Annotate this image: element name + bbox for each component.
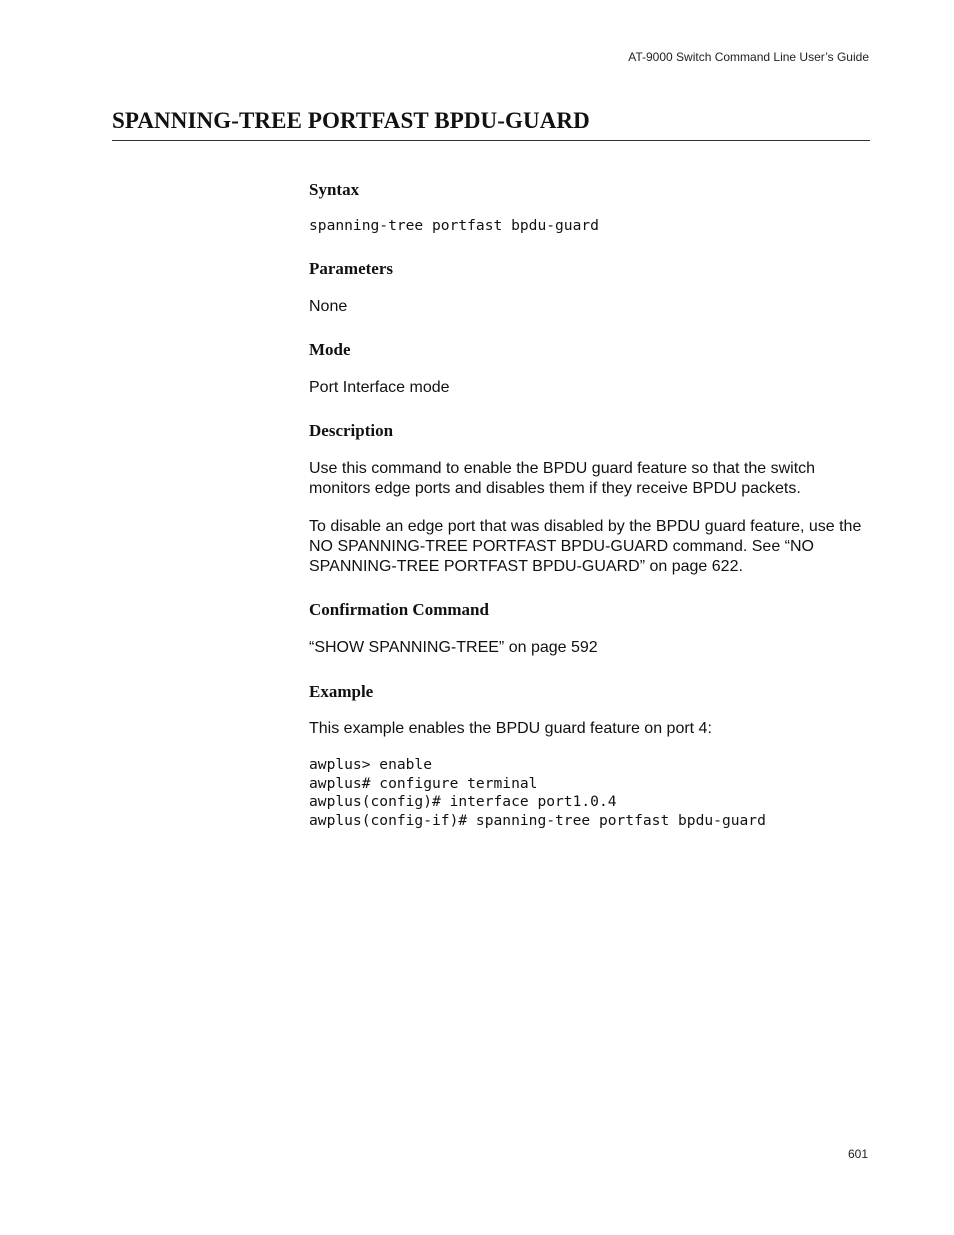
description-paragraph-2: To disable an edge port that was disabled by the BPDU guard feature, use the NO SPANNING-TREE PORTFAST BPDU-GUARD command. See “NO SPANNING-TREE PORTFAST BPDU-GUARD” on page 622. (309, 518, 862, 575)
confirmation-heading: Confirmation Command (309, 600, 489, 619)
confirmation-link[interactable]: “SHOW SPANNING-TREE” on page 592 (309, 639, 598, 656)
title-rule (112, 140, 870, 141)
example-code-line: awplus> enable (309, 756, 433, 773)
mode-text: Port Interface mode (309, 379, 450, 396)
page-number: 601 (847, 1147, 868, 1161)
example-code-line: awplus(config)# interface port1.0.4 (309, 793, 617, 811)
parameters-text: None (309, 298, 348, 315)
example-heading: Example (309, 682, 374, 701)
description-heading: Description (309, 421, 394, 440)
page-title: SPANNING-TREE PORTFAST BPDU-GUARD (112, 108, 590, 133)
description-paragraph-1: Use this command to enable the BPDU guard feature so that the switch monitors edge ports and disables them if they receive BPDU packets. (309, 460, 816, 497)
parameters-heading: Parameters (309, 259, 394, 278)
running-header: AT-9000 Switch Command Line User’s Guide (628, 50, 869, 64)
mode-heading: Mode (309, 340, 351, 359)
syntax-heading: Syntax (309, 180, 360, 199)
syntax-code: spanning-tree portfast bpdu-guard (309, 217, 599, 234)
example-text: This example enables the BPDU guard feature on port 4: (309, 720, 712, 737)
example-code-line: awplus# configure terminal (309, 774, 538, 792)
example-code-line: awplus(config-if)# spanning-tree portfast bpdu-guard (309, 812, 766, 830)
